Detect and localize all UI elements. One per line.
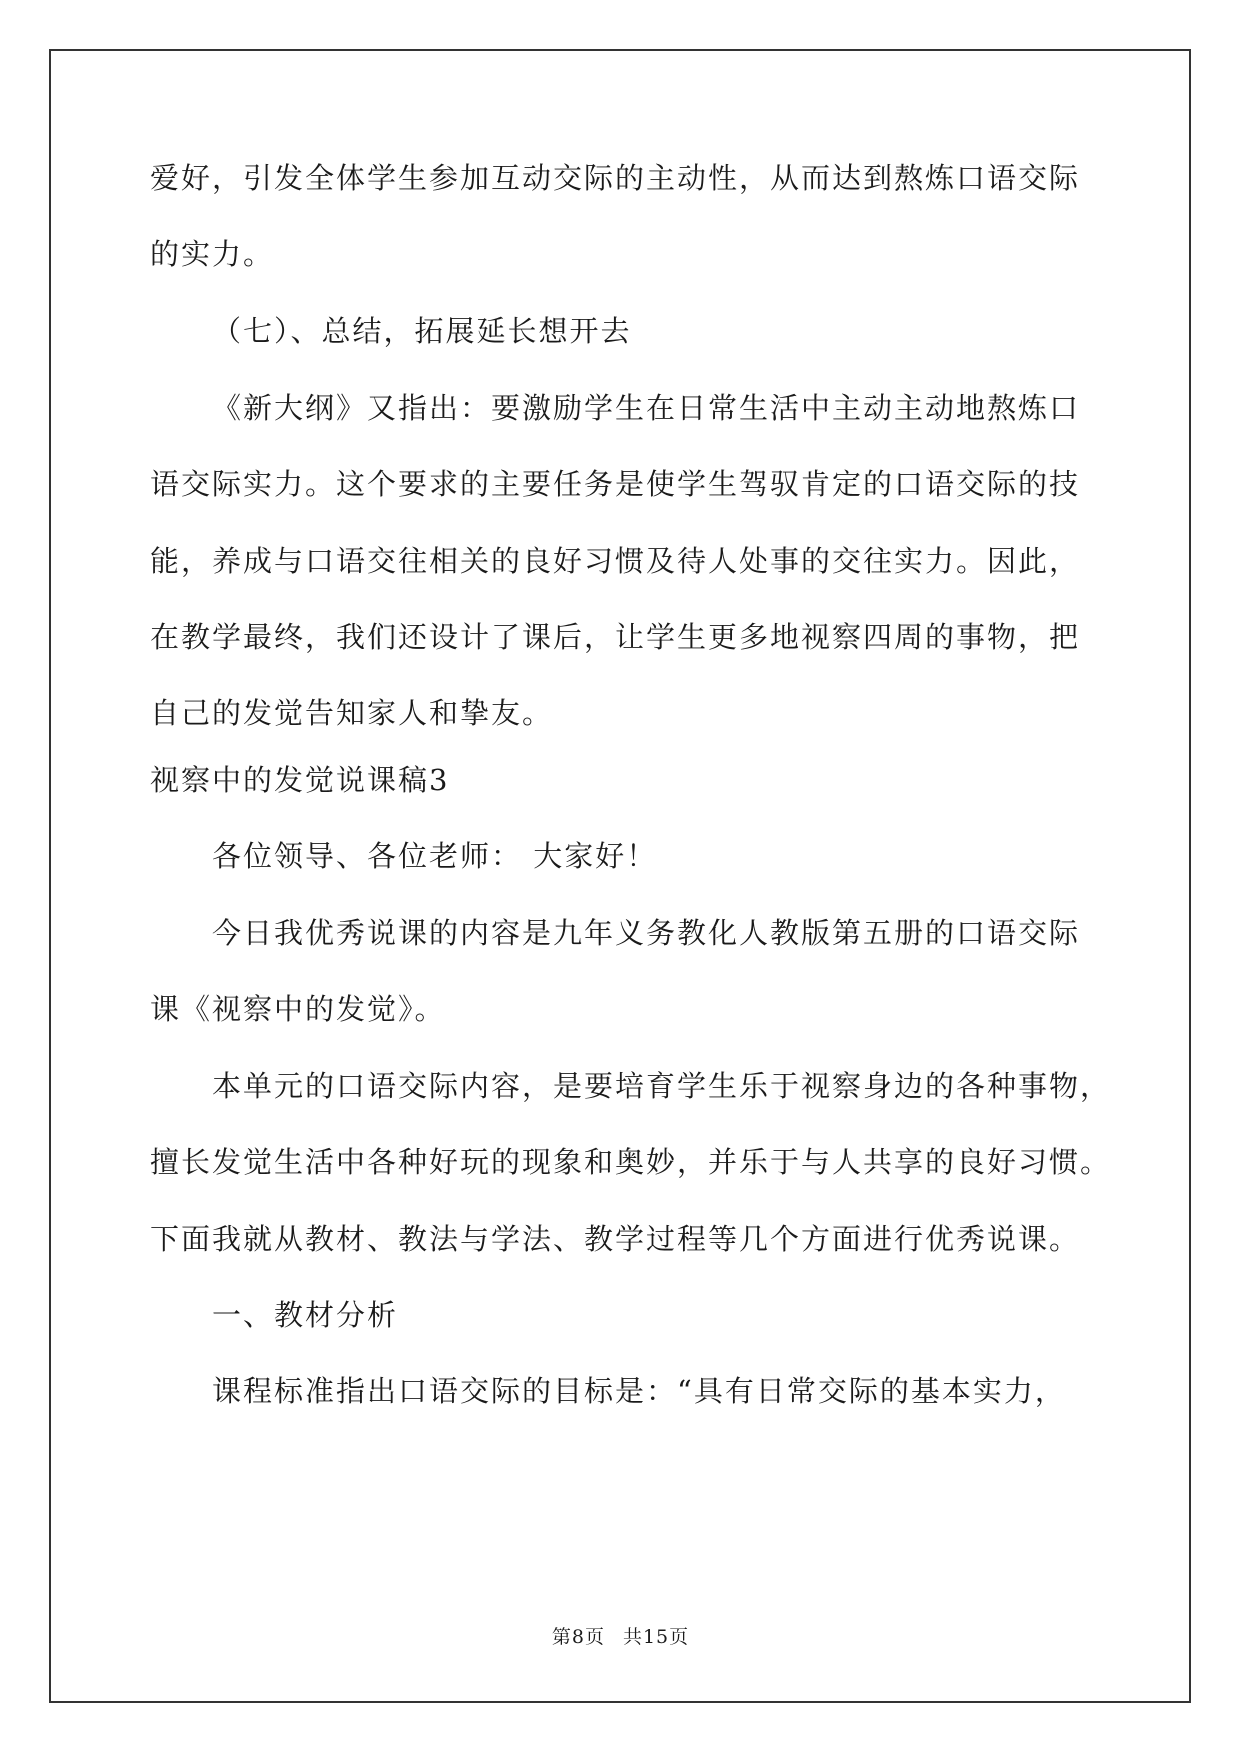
paragraph-start: 本单元的口语交际内容，是要培育学生乐于视察身边的各种事物，: [212, 1069, 1112, 1103]
paragraph-start: 课程标准指出口语交际的目标是：“具有日常交际的基本实力，: [212, 1374, 1066, 1408]
text-line: 的实力。: [150, 237, 275, 271]
text-line: 自己的发觉告知家人和挚友。: [150, 696, 554, 730]
text-line: 语交际实力。这个要求的主要任务是使学生驾驭肯定的口语交际的技: [150, 467, 1081, 501]
page-number: 第8页: [551, 1626, 605, 1648]
page-footer: [0, 1625, 1241, 1649]
page-border: [49, 49, 1191, 1703]
text-line: 在教学最终，我们还设计了课后，让学生更多地视察四周的事物，把: [150, 620, 1081, 654]
article-title: 视察中的发觉说课稿3: [150, 763, 450, 797]
greeting-line: 各位领导、各位老师： 大家好！: [212, 839, 658, 873]
section-heading: （七）、总结，拓展延长想开去: [212, 314, 632, 348]
text-line: 擅长发觉生活中各种好玩的现象和奥妙，并乐于与人共享的良好习惯。: [150, 1145, 1112, 1179]
section-heading: 一、教材分析: [212, 1298, 399, 1332]
text-line: 下面我就从教材、教法与学法、教学过程等几个方面进行优秀说课。: [150, 1222, 1081, 1256]
paragraph-start: 《新大纲》又指出：要激励学生在日常生活中主动主动地熬炼口: [212, 391, 1081, 425]
text-line: 能，养成与口语交往相关的良好习惯及待人处事的交往实力。因此，: [150, 544, 1081, 578]
text-line: 爱好，引发全体学生参加互动交际的主动性，从而达到熬炼口语交际: [150, 161, 1081, 195]
text-line: 课《视察中的发觉》。: [150, 992, 446, 1026]
page-total: 共15页: [622, 1626, 690, 1648]
paragraph-start: 今日我优秀说课的内容是九年义务教化人教版第五册的口语交际: [212, 916, 1081, 950]
